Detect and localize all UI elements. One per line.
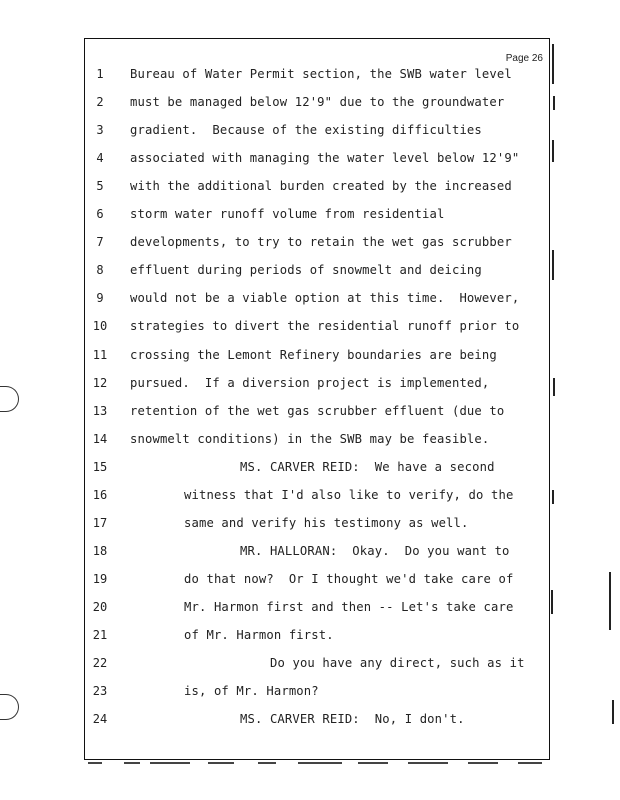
transcript-line	[85, 92, 551, 112]
transcript-line	[85, 176, 551, 196]
transcript-line	[85, 64, 551, 84]
transcript-line	[85, 681, 551, 701]
page-number: Page 26	[505, 53, 543, 64]
line-number: 14	[92, 431, 108, 446]
line-number: 2	[96, 95, 104, 110]
line-number: 24	[92, 712, 108, 727]
scan-bottom-strip	[88, 762, 546, 766]
transcript-line	[85, 148, 551, 168]
scan-mark	[612, 700, 614, 724]
line-number: 6	[96, 207, 104, 222]
line-text: pursued. If a diversion project is implemented,	[130, 375, 490, 390]
transcript-line	[85, 485, 551, 505]
line-text: MS. CARVER REID: No, I don't.	[240, 712, 465, 727]
line-number: 5	[96, 179, 104, 194]
line-number: 16	[92, 487, 108, 502]
transcript-line	[85, 120, 551, 140]
line-text: witness that I'd also like to verify, do the	[184, 487, 514, 502]
line-number: 20	[92, 599, 108, 614]
line-number: 23	[92, 684, 108, 699]
line-text: Bureau of Water Permit section, the SWB water level	[130, 67, 512, 81]
line-number: 13	[92, 403, 108, 418]
scan-mark	[552, 44, 554, 84]
line-text: developments, to try to retain the wet gas scrubber	[130, 235, 512, 250]
transcript-line	[85, 232, 551, 252]
scan-mark	[552, 250, 554, 280]
binder-hole-mark	[0, 694, 19, 720]
line-number: 11	[92, 347, 108, 362]
line-text: strategies to divert the residential runoff prior to	[130, 319, 520, 334]
transcript-line	[85, 204, 551, 224]
transcript-line	[85, 345, 551, 365]
line-text: Do you have any direct, such as it	[270, 656, 525, 671]
transcript-line	[85, 260, 551, 280]
line-number: 4	[96, 151, 104, 166]
line-text: is, of Mr. Harmon?	[184, 684, 319, 699]
line-text: storm water runoff volume from residential	[130, 207, 445, 222]
line-text: gradient. Because of the existing difficulties	[130, 123, 482, 138]
scan-mark	[552, 490, 554, 504]
line-text: of Mr. Harmon first.	[184, 628, 334, 642]
transcript-line	[85, 541, 551, 561]
line-number: 17	[92, 515, 108, 530]
line-number: 19	[92, 571, 108, 586]
transcript-line	[85, 513, 551, 533]
line-text: do that now? Or I thought we'd take care of	[184, 571, 514, 586]
scan-mark	[552, 140, 554, 162]
line-text: snowmelt conditions) in the SWB may be feasible.	[130, 431, 490, 446]
line-text: MS. CARVER REID: We have a second	[240, 459, 495, 474]
transcript-line	[85, 316, 551, 336]
transcript-line	[85, 373, 551, 393]
line-number: 3	[96, 123, 104, 138]
line-number: 7	[96, 235, 104, 250]
line-text: same and verify his testimony as well.	[184, 515, 469, 530]
transcript-line	[85, 597, 551, 617]
scan-mark	[551, 590, 553, 614]
scan-mark	[609, 572, 611, 630]
transcript-line	[85, 429, 551, 449]
line-number: 10	[92, 319, 108, 334]
line-number: 1	[96, 67, 104, 81]
line-text: associated with managing the water level below 12'9"	[130, 151, 520, 166]
line-text: crossing the Lemont Refinery boundaries are being	[130, 347, 497, 362]
transcript-line	[85, 401, 551, 421]
line-text: effluent during periods of snowmelt and deicing	[130, 263, 482, 278]
line-number: 21	[92, 628, 108, 642]
transcript-line	[85, 457, 551, 477]
line-text: Mr. Harmon first and then -- Let's take care	[184, 599, 514, 614]
line-text: retention of the wet gas scrubber effluent (due to	[130, 403, 505, 418]
transcript-line	[85, 625, 551, 645]
transcript-line	[85, 288, 551, 308]
line-text: MR. HALLORAN: Okay. Do you want to	[240, 543, 510, 558]
line-number: 12	[92, 375, 108, 390]
transcript-line	[85, 709, 551, 729]
transcript-line	[85, 653, 551, 673]
line-number: 9	[96, 291, 104, 306]
line-number: 22	[92, 656, 108, 671]
line-number: 18	[92, 543, 108, 558]
transcript-page	[84, 38, 550, 760]
line-text: must be managed below 12'9" due to the groundwater	[130, 95, 505, 110]
line-text: with the additional burden created by the increased	[130, 179, 512, 194]
binder-hole-mark	[0, 386, 19, 412]
line-number: 8	[96, 263, 104, 278]
transcript-line	[85, 569, 551, 589]
scan-mark	[553, 96, 555, 110]
line-text: would not be a viable option at this time. However,	[130, 291, 520, 306]
scan-mark	[553, 378, 555, 396]
line-number: 15	[92, 459, 108, 474]
